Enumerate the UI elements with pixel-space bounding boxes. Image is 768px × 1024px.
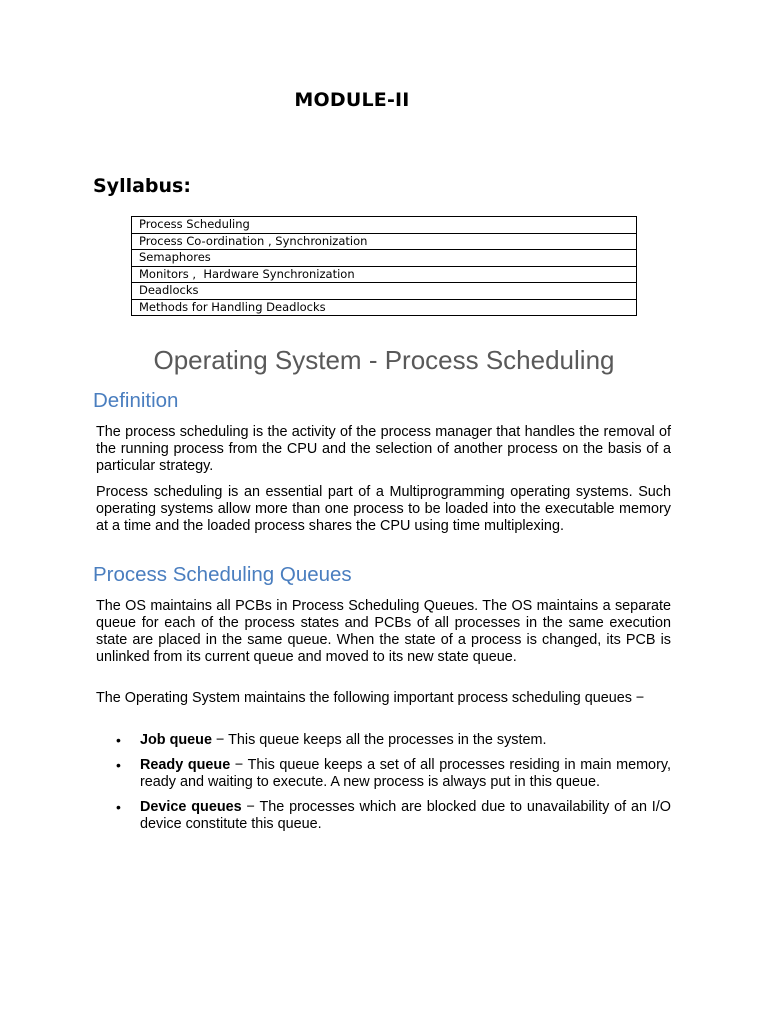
page-title: Operating System - Process Scheduling bbox=[153, 345, 615, 375]
syllabus-item: Process Scheduling bbox=[132, 217, 637, 234]
queue-description: − This queue keeps all the processes in the system. bbox=[211, 732, 547, 748]
syllabus-item: Monitors , Hardware Synchronization bbox=[132, 266, 637, 283]
table-row bbox=[132, 299, 637, 316]
syllabus-heading: Syllabus: bbox=[93, 175, 191, 197]
module-title: MODULE-II bbox=[294, 89, 410, 111]
queue-description: − This queue keeps a set of all processes residing in main memory, ready and waiting to execute. A new process is always put in this queue. bbox=[140, 757, 671, 790]
queue-term: Ready queue bbox=[140, 757, 231, 773]
queue-description: − The processes which are blocked due to unavailability of an I/O device constitute this queue. bbox=[140, 799, 671, 832]
syllabus-item: Deadlocks bbox=[132, 283, 637, 300]
table-row bbox=[132, 283, 637, 300]
queue-term: Device queues bbox=[140, 799, 242, 815]
syllabus-item: Process Co-ordination , Synchronization bbox=[132, 233, 637, 250]
bullet-icon: • bbox=[116, 732, 121, 748]
queues-paragraph-1: The OS maintains all PCBs in Process Scheduling Queues. The OS maintains a separate queue for each of the process states and PCBs of all processes in the same execution state are placed in the same queue. When the state of a process is changed, its PCB is unlinked from its current queue and moved to its new state queue. bbox=[96, 598, 671, 665]
table-row bbox=[132, 250, 637, 267]
table-row bbox=[132, 217, 637, 234]
definition-paragraph-1: The process scheduling is the activity of the process manager that handles the removal of the running process from the CPU and the selection of another process on the basis of a particular strategy. bbox=[96, 424, 671, 474]
table-row bbox=[132, 266, 637, 283]
bullet-icon: • bbox=[116, 799, 121, 815]
syllabus-table bbox=[131, 216, 637, 316]
queues-paragraph-2: The Operating System maintains the following important process scheduling queues − bbox=[96, 690, 645, 706]
syllabus-item: Semaphores bbox=[132, 250, 637, 267]
queue-list bbox=[96, 732, 671, 841]
list-item bbox=[96, 799, 671, 833]
definition-heading: Definition bbox=[93, 389, 179, 412]
bullet-icon: • bbox=[116, 757, 121, 773]
queues-heading: Process Scheduling Queues bbox=[93, 563, 352, 586]
table-row bbox=[132, 233, 637, 250]
list-item bbox=[96, 757, 671, 791]
syllabus-item: Methods for Handling Deadlocks bbox=[132, 299, 637, 316]
list-item bbox=[96, 732, 671, 749]
definition-paragraph-2: Process scheduling is an essential part of a Multiprogramming operating systems. Such operating systems allow more than one process to be loaded into the executable memory at a time and the loaded process shares the CPU using time multiplexing. bbox=[96, 484, 671, 534]
queue-term: Job queue bbox=[140, 732, 212, 748]
